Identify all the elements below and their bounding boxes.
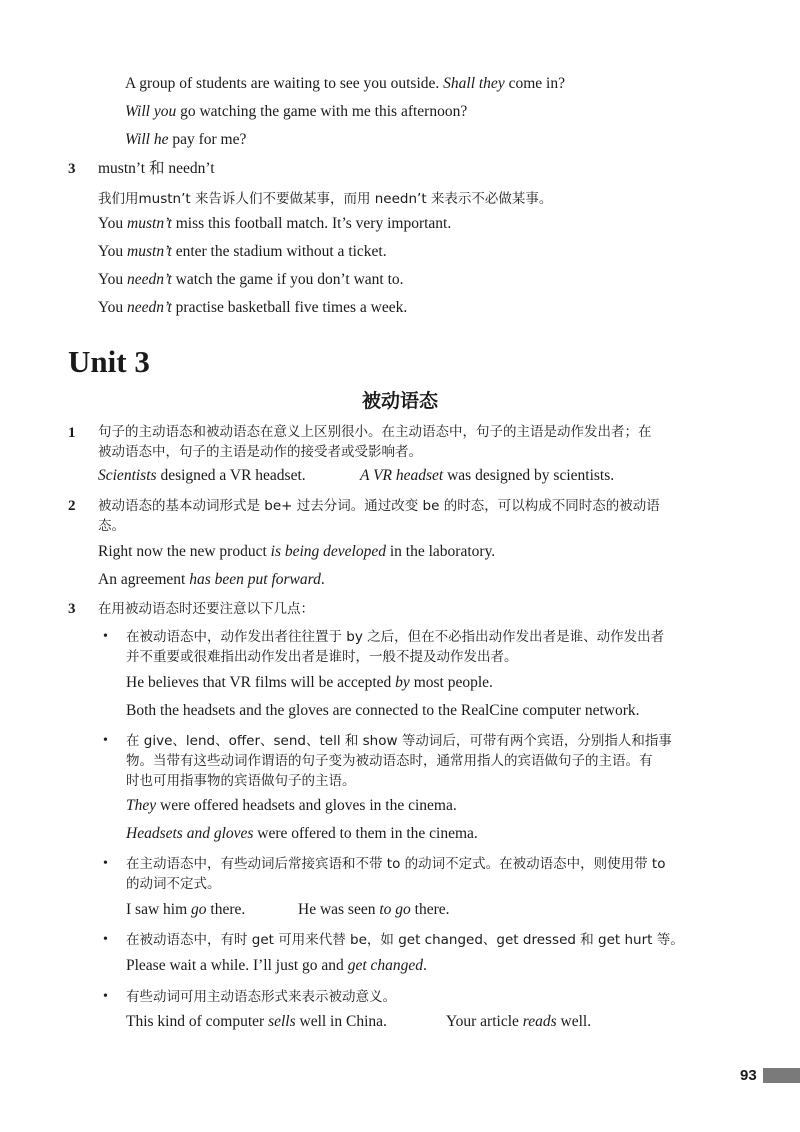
example-line [126, 900, 245, 920]
example-text: were offered headsets and gloves in the cinema. [156, 797, 457, 814]
paragraph-text: 被动语态的基本动词形式是 be+ 过去分词。通过改变 be 的时态，可以构成不同时态的被动语 [98, 498, 660, 514]
example-line [98, 214, 451, 234]
example-text: there. [410, 901, 450, 918]
example-text: Your article [446, 1013, 523, 1030]
example-emphasis: Will he [125, 131, 169, 148]
example-emphasis: A VR headset [360, 467, 444, 484]
example-emphasis: Headsets and gloves [126, 825, 254, 842]
example-text: You [98, 299, 128, 316]
example-text: A group of students are waiting to see you outside. [125, 75, 444, 92]
explanation-text: 我们用mustn’t 来告诉人们不要做某事，而用 needn’t 来表示不必做某事。 [98, 191, 553, 207]
example-text: . [423, 957, 427, 974]
example-text: Please wait a while. I’ll just go and [126, 957, 348, 974]
bullet-marker: • [103, 733, 108, 748]
example-line [360, 466, 614, 486]
bullet-marker: • [103, 629, 108, 644]
example-line [298, 900, 450, 920]
bullet-marker: • [103, 989, 108, 1004]
example-text: designed a VR headset. [156, 467, 306, 484]
item-number: 3 [68, 161, 76, 177]
example-text: come in? [504, 75, 565, 92]
bullet-text: 物。当带有这些动词作谓语的句子变为被动语态时，通常用指人的宾语做句子的主语。有 [126, 753, 653, 769]
bullet-text: 在被动语态中，动作发出者往往置于 by 之后，但在不必指出动作发出者是谁、动作发出者 [126, 629, 665, 645]
bullet-text: 并不重要或很难指出动作发出者是谁时，一般不提及动作发出者。 [126, 649, 518, 665]
example-text: well in China. [295, 1013, 387, 1030]
example-emphasis: Will you [125, 103, 177, 120]
unit-heading: Unit 3 [68, 344, 150, 379]
page-number-bar [763, 1068, 800, 1083]
example-line: Both the headsets and the gloves are connected to the RealCine computer network. [126, 702, 640, 719]
item-title: mustn’t 和 needn’t [98, 160, 215, 177]
example-emphasis: sells [268, 1013, 296, 1030]
example-emphasis: by [395, 674, 410, 691]
example-emphasis: mustn’t [127, 243, 172, 260]
example-line-will-you [125, 102, 467, 122]
example-line-shall-they [125, 74, 565, 94]
example-emphasis: Shall they [443, 75, 505, 92]
example-emphasis: reads [522, 1013, 557, 1030]
example-line [126, 1012, 387, 1032]
paragraph-text: 被动语态中，句子的主语是动作的接受者或受影响者。 [98, 444, 422, 460]
example-line [98, 570, 325, 590]
section-subheading: 被动语态 [361, 390, 438, 412]
bullet-text: 在 give、lend、offer、send、tell 和 show 等动词后，可带有两个宾语，分别指人和指事 [126, 733, 672, 749]
example-text: practise basketball five times a week. [171, 299, 408, 316]
bullet-marker: • [103, 856, 108, 871]
example-text: miss this football match. It’s very important. [171, 215, 452, 232]
paragraph-number: 3 [68, 601, 76, 617]
example-line [98, 242, 387, 262]
example-emphasis: to go [379, 901, 411, 918]
example-line [98, 466, 306, 486]
example-line [98, 542, 495, 562]
example-emphasis: mustn’t [127, 215, 172, 232]
example-text: enter the stadium without a ticket. [171, 243, 387, 260]
bullet-text: 在被动语态中，有时 get 可用来代替 be，如 get changed、get dressed 和 get hurt 等。 [126, 932, 684, 948]
paragraph-number: 1 [68, 425, 76, 441]
example-text: most people. [409, 674, 493, 691]
example-text: there. [206, 901, 246, 918]
example-emphasis: get changed [347, 957, 424, 974]
example-line-will-he [125, 130, 246, 150]
example-text: watch the game if you don’t want to. [171, 271, 404, 288]
example-text: go watching the game with me this afternoon? [176, 103, 468, 120]
example-line [126, 824, 478, 844]
paragraph-intro: 在用被动语态时还要注意以下几点： [98, 601, 314, 617]
example-line [446, 1012, 591, 1032]
example-text: You [98, 271, 128, 288]
example-line [98, 270, 404, 290]
example-text: pay for me? [168, 131, 247, 148]
example-emphasis: They [126, 797, 157, 814]
example-emphasis: has been put forward [189, 571, 321, 588]
example-line [126, 956, 427, 976]
example-text: He was seen [298, 901, 380, 918]
example-text: You [98, 215, 128, 232]
page-number: 93 [740, 1067, 757, 1084]
example-text: . [320, 571, 325, 588]
paragraph-number: 2 [68, 498, 76, 514]
bullet-text: 的动词不定式。 [126, 876, 221, 892]
bullet-text: 在主动语态中，有些动词后常接宾语和不带 to 的动词不定式。在被动语态中，则使用带 to [126, 856, 666, 872]
example-emphasis: go [191, 901, 207, 918]
example-text: He believes that VR films will be accepted [126, 674, 396, 691]
example-emphasis: Scientists [98, 467, 157, 484]
example-line [126, 673, 493, 693]
example-text: Right now the new product [98, 543, 271, 560]
paragraph-text: 态。 [98, 518, 125, 534]
bullet-text: 有些动词可用主动语态形式来表示被动意义。 [126, 989, 396, 1005]
example-text: I saw him [126, 901, 192, 918]
example-text: You [98, 243, 128, 260]
example-line [98, 298, 407, 318]
example-emphasis: needn’t [127, 271, 172, 288]
example-text: well. [556, 1013, 592, 1030]
example-text: was designed by scientists. [443, 467, 615, 484]
example-emphasis: is being developed [270, 543, 386, 560]
example-text: An agreement [98, 571, 190, 588]
example-text: were offered to them in the cinema. [253, 825, 478, 842]
example-text: This kind of computer [126, 1013, 269, 1030]
bullet-marker: • [103, 932, 108, 947]
example-line [126, 796, 457, 816]
paragraph-text: 句子的主动语态和被动语态在意义上区别很小。在主动语态中，句子的主语是动作发出者；在 [98, 424, 652, 440]
example-emphasis: needn’t [127, 299, 172, 316]
example-text: in the laboratory. [386, 543, 496, 560]
bullet-text: 时也可用指事物的宾语做句子的主语。 [126, 773, 356, 789]
